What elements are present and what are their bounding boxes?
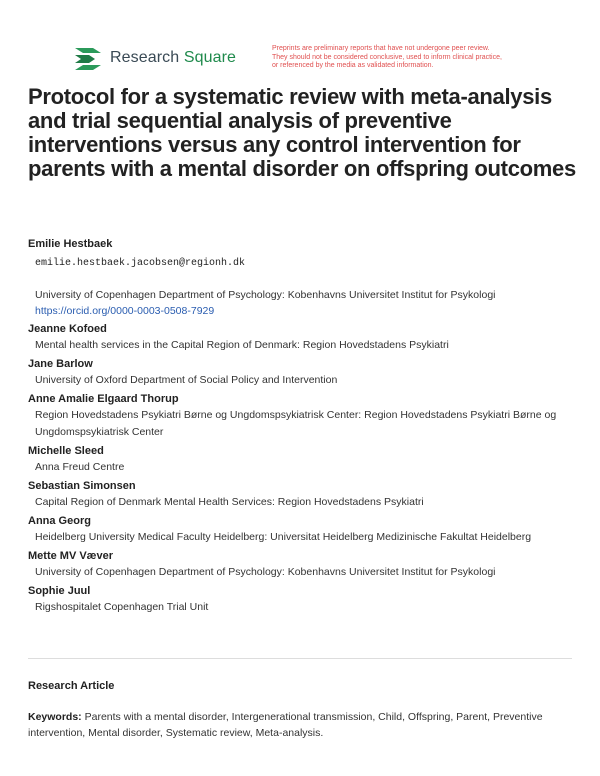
author-affiliation: University of Copenhagen Department of Psychology: Kobenhavns Universitet Institut for Psykologi	[35, 289, 496, 301]
author-list	[28, 234, 578, 616]
author-affiliation: Region Hovedstadens Psykiatri Børne og Ungdomspsykiatrisk Center: Region Hovedstadens Psykiatri Børne og Ungdomspsykiatrisk Center	[35, 409, 557, 438]
author-affiliation: Rigshospitalet Copenhagen Trial Unit	[35, 601, 209, 613]
keywords-label: Keywords:	[28, 711, 82, 723]
author-affiliation: University of Oxford Department of Social Policy and Intervention	[35, 374, 338, 386]
author-affiliation: University of Copenhagen Department of Psychology: Kobenhavns Universitet Institut for Psykologi	[35, 566, 496, 578]
author-name: Jane Barlow	[28, 358, 93, 370]
preprint-disclaimer-line: or referenced by the media as validated information.	[272, 62, 434, 69]
brand-name-left: Research	[110, 49, 180, 66]
author-name: Mette MV Væver	[28, 550, 113, 562]
brand-name-right: Square	[183, 49, 237, 66]
author-affiliation: Anna Freud Centre	[35, 461, 125, 473]
preprint-disclaimer-line: They should not be considered conclusive, used to inform clinical practice,	[272, 53, 502, 61]
keywords	[28, 709, 573, 741]
author-name: Jeanne Kofoed	[28, 323, 107, 335]
author-name: Sophie Juul	[28, 585, 91, 597]
preprint-disclaimer-line: Preprints are preliminary reports that have not undergone peer review.	[272, 45, 490, 52]
author-name: Anne Amalie Elgaard Thorup	[28, 393, 179, 405]
preprint-disclaimer	[272, 45, 572, 71]
author-name: Michelle Sleed	[28, 445, 104, 457]
author-name: Anna Georg	[28, 515, 91, 527]
author-name: Sebastian Simonsen	[28, 480, 136, 492]
article-type: Research Article	[28, 680, 115, 692]
paper-title: Protocol for a systematic review with meta-analysis and trial sequential analysis of preventive interventions versus any control intervention for parents with a mental disorder on offspring outcomes	[28, 84, 576, 181]
research-square-logo[interactable]	[73, 45, 236, 71]
keywords-text: Parents with a mental disorder, Intergenerational transmission, Child, Offspring, Parent, Preventive intervention, Mental disorder, Systematic review, Meta-analysis.	[28, 711, 543, 739]
author-affiliation: Heidelberg University Medical Faculty Heidelberg: Universitat Heidelberg Medizinische Fakultat Heidelberg	[35, 531, 532, 543]
research-square-logo-icon	[73, 45, 103, 71]
author-affiliation: Mental health services in the Capital Region of Denmark: Region Hovedstadens Psykiatri	[35, 339, 449, 351]
author-name: Emilie Hestbaek	[28, 238, 113, 250]
section-divider	[28, 658, 572, 659]
orcid-link[interactable]: https://orcid.org/0000-0003-0508-7929	[35, 305, 215, 317]
author-affiliation: Capital Region of Denmark Mental Health Services: Region Hovedstadens Psykiatri	[35, 496, 424, 508]
brand-name	[110, 49, 236, 67]
author-email[interactable]: emilie.hestbaek.jacobsen@regionh.dk	[35, 258, 246, 269]
